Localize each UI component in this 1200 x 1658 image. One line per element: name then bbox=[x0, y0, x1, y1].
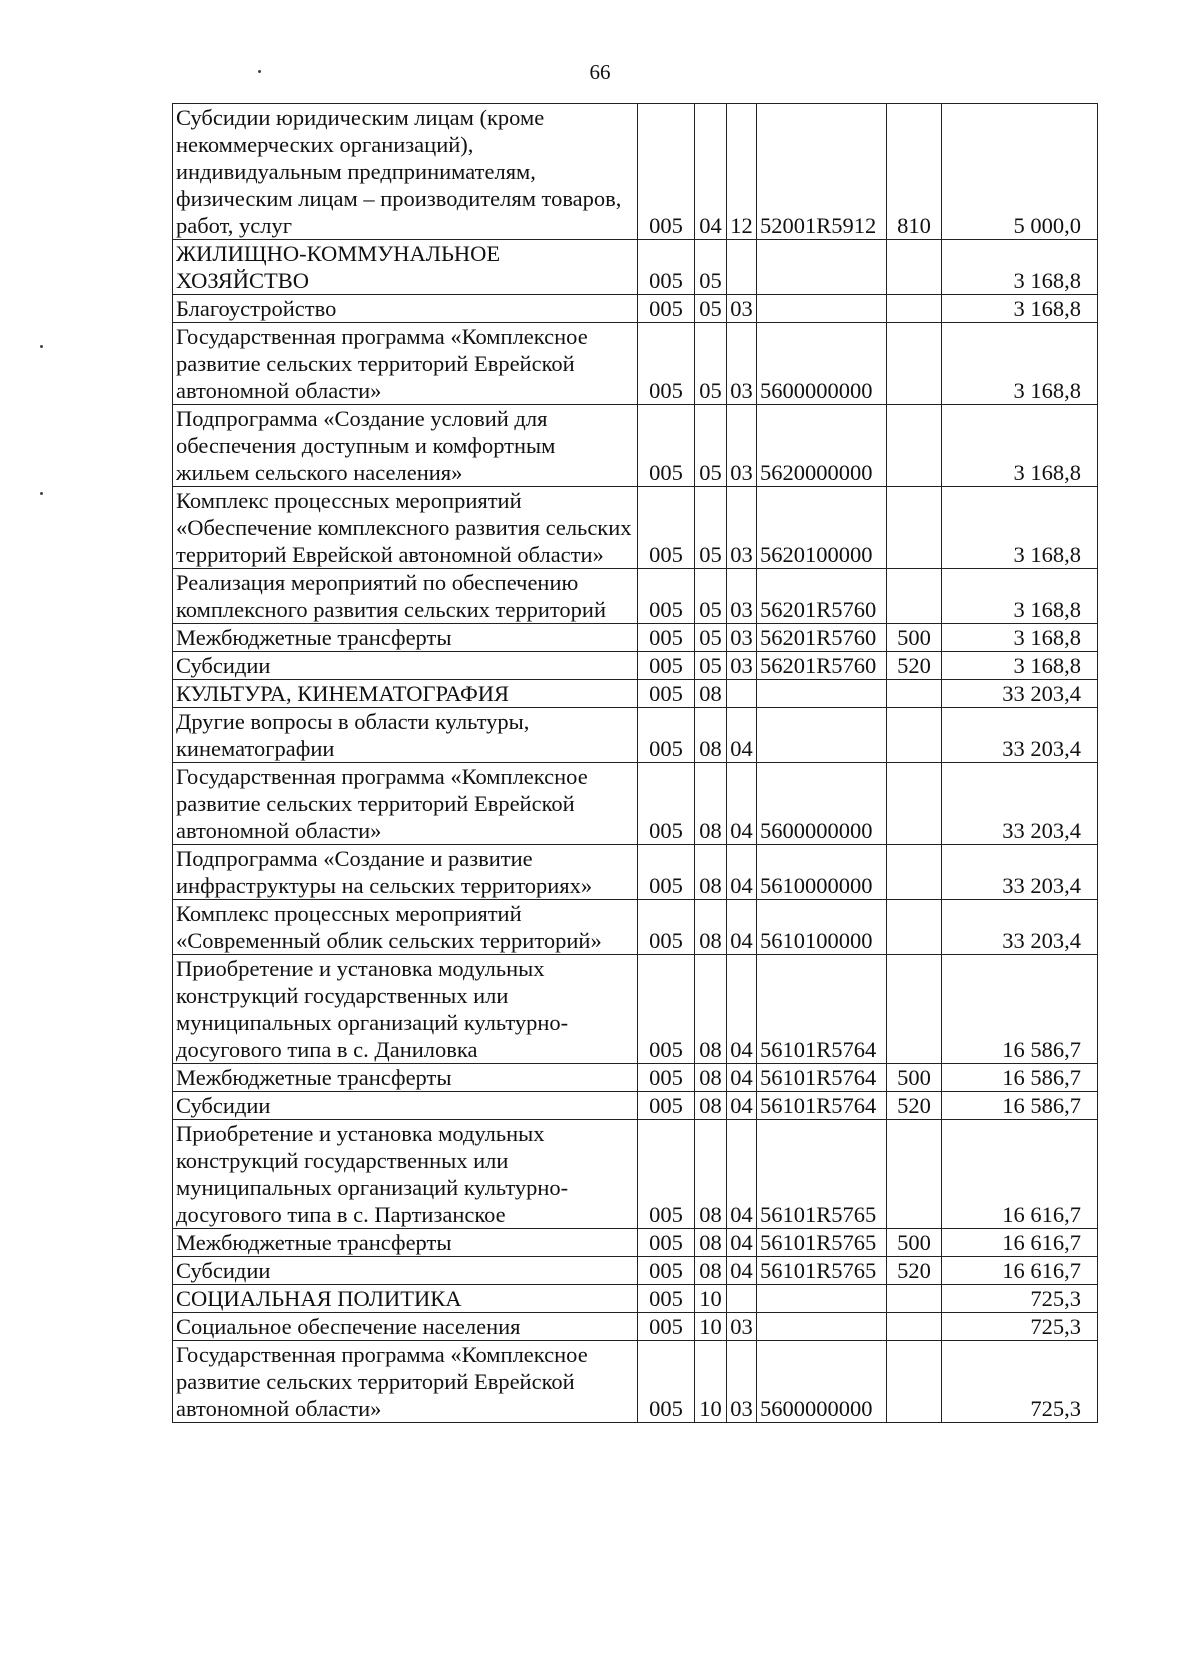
ved-code-cell: 005 bbox=[638, 652, 695, 680]
section-code-cell: 05 bbox=[695, 240, 727, 295]
subsection-code-cell: 04 bbox=[727, 900, 757, 955]
subsection-code-cell bbox=[727, 1285, 757, 1313]
expense-type-cell bbox=[887, 323, 942, 405]
section-code-cell: 05 bbox=[695, 323, 727, 405]
section-code-cell: 08 bbox=[695, 763, 727, 845]
subsection-code-cell: 04 bbox=[727, 1257, 757, 1285]
table-row bbox=[173, 487, 1098, 569]
section-code-cell: 10 bbox=[695, 1313, 727, 1341]
section-code-cell: 08 bbox=[695, 1064, 727, 1092]
section-code-cell: 08 bbox=[695, 1120, 727, 1229]
table-row bbox=[173, 405, 1098, 487]
table-row bbox=[173, 900, 1098, 955]
expense-type-cell bbox=[887, 487, 942, 569]
target-article-cell: 52001R5912 bbox=[757, 104, 887, 240]
row-name-cell: Приобретение и установка модульных конструкций государственных или муниципальных организаций культурно-досугового типа в с. Партизанское bbox=[173, 1120, 638, 1229]
target-article-cell: 56101R5765 bbox=[757, 1120, 887, 1229]
expense-type-cell bbox=[887, 845, 942, 900]
section-code-cell: 08 bbox=[695, 900, 727, 955]
target-article-cell: 56101R5765 bbox=[757, 1229, 887, 1257]
ved-code-cell: 005 bbox=[638, 680, 695, 708]
subsection-code-cell bbox=[727, 680, 757, 708]
expense-type-cell bbox=[887, 900, 942, 955]
ved-code-cell: 005 bbox=[638, 955, 695, 1064]
ved-code-cell: 005 bbox=[638, 104, 695, 240]
expense-type-cell: 810 bbox=[887, 104, 942, 240]
scan-speck bbox=[40, 345, 43, 348]
expense-type-cell: 500 bbox=[887, 1064, 942, 1092]
row-name-cell: Комплекс процессных мероприятий «Современный облик сельских территорий» bbox=[173, 900, 638, 955]
target-article-cell bbox=[757, 1285, 887, 1313]
expense-type-cell bbox=[887, 955, 942, 1064]
table-row bbox=[173, 845, 1098, 900]
target-article-cell: 5600000000 bbox=[757, 323, 887, 405]
section-code-cell: 04 bbox=[695, 104, 727, 240]
subsection-code-cell: 03 bbox=[727, 1313, 757, 1341]
row-name-cell: Приобретение и установка модульных конструкций государственных или муниципальных организаций культурно-досугового типа в с. Даниловка bbox=[173, 955, 638, 1064]
ved-code-cell: 005 bbox=[638, 845, 695, 900]
amount-cell: 33 203,4 bbox=[942, 680, 1098, 708]
target-article-cell: 5620100000 bbox=[757, 487, 887, 569]
row-name-cell: Межбюджетные трансферты bbox=[173, 1064, 638, 1092]
table-row bbox=[173, 1257, 1098, 1285]
target-article-cell: 56201R5760 bbox=[757, 652, 887, 680]
expense-type-cell bbox=[887, 405, 942, 487]
section-code-cell: 05 bbox=[695, 295, 727, 323]
table-body bbox=[173, 104, 1098, 1423]
row-name-cell: Комплекс процессных мероприятий «Обеспечение комплексного развития сельских территорий Еврейской автономной области» bbox=[173, 487, 638, 569]
target-article-cell bbox=[757, 240, 887, 295]
table-row bbox=[173, 680, 1098, 708]
section-code-cell: 08 bbox=[695, 845, 727, 900]
target-article-cell: 56101R5764 bbox=[757, 955, 887, 1064]
expense-type-cell bbox=[887, 680, 942, 708]
subsection-code-cell: 03 bbox=[727, 624, 757, 652]
row-name-cell: Межбюджетные трансферты bbox=[173, 624, 638, 652]
expense-type-cell bbox=[887, 1341, 942, 1423]
amount-cell: 3 168,8 bbox=[942, 487, 1098, 569]
subsection-code-cell: 03 bbox=[727, 323, 757, 405]
row-name-cell: Субсидии bbox=[173, 1092, 638, 1120]
table-row bbox=[173, 1120, 1098, 1229]
section-code-cell: 05 bbox=[695, 405, 727, 487]
expense-type-cell bbox=[887, 763, 942, 845]
section-code-cell: 08 bbox=[695, 708, 727, 763]
target-article-cell bbox=[757, 295, 887, 323]
ved-code-cell: 005 bbox=[638, 763, 695, 845]
amount-cell: 5 000,0 bbox=[942, 104, 1098, 240]
section-code-cell: 08 bbox=[695, 955, 727, 1064]
expense-type-cell bbox=[887, 1120, 942, 1229]
expense-type-cell bbox=[887, 708, 942, 763]
row-name-cell: Межбюджетные трансферты bbox=[173, 1229, 638, 1257]
expense-type-cell bbox=[887, 1285, 942, 1313]
table-row bbox=[173, 708, 1098, 763]
amount-cell: 33 203,4 bbox=[942, 763, 1098, 845]
amount-cell: 16 586,7 bbox=[942, 1064, 1098, 1092]
scan-speck bbox=[258, 70, 261, 73]
row-name-cell: ЖИЛИЩНО-КОММУНАЛЬНОЕ ХОЗЯЙСТВО bbox=[173, 240, 638, 295]
row-name-cell: Субсидии bbox=[173, 1257, 638, 1285]
amount-cell: 725,3 bbox=[942, 1313, 1098, 1341]
amount-cell: 33 203,4 bbox=[942, 900, 1098, 955]
section-code-cell: 05 bbox=[695, 487, 727, 569]
table-row bbox=[173, 652, 1098, 680]
table-row bbox=[173, 240, 1098, 295]
target-article-cell bbox=[757, 1313, 887, 1341]
row-name-cell: Социальное обеспечение населения bbox=[173, 1313, 638, 1341]
subsection-code-cell: 04 bbox=[727, 1064, 757, 1092]
table-row bbox=[173, 104, 1098, 240]
amount-cell: 3 168,8 bbox=[942, 240, 1098, 295]
subsection-code-cell: 04 bbox=[727, 763, 757, 845]
page-number: 66 bbox=[589, 60, 611, 84]
table-row bbox=[173, 1064, 1098, 1092]
target-article-cell: 5620000000 bbox=[757, 405, 887, 487]
subsection-code-cell: 03 bbox=[727, 1341, 757, 1423]
row-name-cell: СОЦИАЛЬНАЯ ПОЛИТИКА bbox=[173, 1285, 638, 1313]
ved-code-cell: 005 bbox=[638, 569, 695, 624]
expense-type-cell bbox=[887, 295, 942, 323]
row-name-cell: Субсидии bbox=[173, 652, 638, 680]
expense-type-cell: 500 bbox=[887, 1229, 942, 1257]
amount-cell: 725,3 bbox=[942, 1341, 1098, 1423]
ved-code-cell: 005 bbox=[638, 1229, 695, 1257]
target-article-cell bbox=[757, 680, 887, 708]
subsection-code-cell: 04 bbox=[727, 1092, 757, 1120]
target-article-cell: 5610000000 bbox=[757, 845, 887, 900]
ved-code-cell: 005 bbox=[638, 323, 695, 405]
row-name-cell: Субсидии юридическим лицам (кроме некоммерческих организаций), индивидуальным предпринимателям, физическим лицам – производителям товаров, работ, услуг bbox=[173, 104, 638, 240]
ved-code-cell: 005 bbox=[638, 1341, 695, 1423]
amount-cell: 3 168,8 bbox=[942, 652, 1098, 680]
amount-cell: 16 616,7 bbox=[942, 1229, 1098, 1257]
subsection-code-cell: 04 bbox=[727, 845, 757, 900]
table-row bbox=[173, 1313, 1098, 1341]
subsection-code-cell bbox=[727, 240, 757, 295]
section-code-cell: 05 bbox=[695, 569, 727, 624]
expense-type-cell bbox=[887, 1313, 942, 1341]
table-row bbox=[173, 1092, 1098, 1120]
table-row bbox=[173, 955, 1098, 1064]
expense-type-cell bbox=[887, 569, 942, 624]
row-name-cell: Государственная программа «Комплексное развитие сельских территорий Еврейской автономной области» bbox=[173, 1341, 638, 1423]
table-row bbox=[173, 624, 1098, 652]
target-article-cell: 56101R5764 bbox=[757, 1064, 887, 1092]
row-name-cell: Другие вопросы в области культуры, кинематографии bbox=[173, 708, 638, 763]
amount-cell: 3 168,8 bbox=[942, 624, 1098, 652]
section-code-cell: 05 bbox=[695, 652, 727, 680]
ved-code-cell: 005 bbox=[638, 1257, 695, 1285]
target-article-cell: 5600000000 bbox=[757, 763, 887, 845]
ved-code-cell: 005 bbox=[638, 900, 695, 955]
subsection-code-cell: 03 bbox=[727, 405, 757, 487]
subsection-code-cell: 04 bbox=[727, 1229, 757, 1257]
amount-cell: 3 168,8 bbox=[942, 405, 1098, 487]
section-code-cell: 08 bbox=[695, 680, 727, 708]
ved-code-cell: 005 bbox=[638, 1313, 695, 1341]
amount-cell: 16 616,7 bbox=[942, 1120, 1098, 1229]
section-code-cell: 10 bbox=[695, 1285, 727, 1313]
ved-code-cell: 005 bbox=[638, 1285, 695, 1313]
amount-cell: 3 168,8 bbox=[942, 295, 1098, 323]
amount-cell: 725,3 bbox=[942, 1285, 1098, 1313]
table-row bbox=[173, 1341, 1098, 1423]
target-article-cell: 56101R5765 bbox=[757, 1257, 887, 1285]
section-code-cell: 08 bbox=[695, 1257, 727, 1285]
table-row bbox=[173, 763, 1098, 845]
table-row bbox=[173, 569, 1098, 624]
subsection-code-cell: 03 bbox=[727, 487, 757, 569]
expense-type-cell: 520 bbox=[887, 1257, 942, 1285]
target-article-cell: 56201R5760 bbox=[757, 569, 887, 624]
target-article-cell: 5600000000 bbox=[757, 1341, 887, 1423]
expense-type-cell: 520 bbox=[887, 652, 942, 680]
target-article-cell bbox=[757, 708, 887, 763]
row-name-cell: Государственная программа «Комплексное развитие сельских территорий Еврейской автономной области» bbox=[173, 763, 638, 845]
budget-table bbox=[172, 103, 1098, 1423]
section-code-cell: 08 bbox=[695, 1092, 727, 1120]
subsection-code-cell: 04 bbox=[727, 708, 757, 763]
row-name-cell: Подпрограмма «Создание и развитие инфраструктуры на сельских территориях» bbox=[173, 845, 638, 900]
row-name-cell: Подпрограмма «Создание условий для обеспечения доступным и комфортным жильем сельского населения» bbox=[173, 405, 638, 487]
amount-cell: 33 203,4 bbox=[942, 708, 1098, 763]
expense-type-cell bbox=[887, 240, 942, 295]
subsection-code-cell: 04 bbox=[727, 955, 757, 1064]
target-article-cell: 56201R5760 bbox=[757, 624, 887, 652]
ved-code-cell: 005 bbox=[638, 1064, 695, 1092]
subsection-code-cell: 03 bbox=[727, 569, 757, 624]
ved-code-cell: 005 bbox=[638, 624, 695, 652]
ved-code-cell: 005 bbox=[638, 1120, 695, 1229]
amount-cell: 3 168,8 bbox=[942, 569, 1098, 624]
row-name-cell: Реализация мероприятий по обеспечению комплексного развития сельских территорий bbox=[173, 569, 638, 624]
expense-type-cell: 520 bbox=[887, 1092, 942, 1120]
amount-cell: 3 168,8 bbox=[942, 323, 1098, 405]
section-code-cell: 10 bbox=[695, 1341, 727, 1423]
ved-code-cell: 005 bbox=[638, 295, 695, 323]
row-name-cell: Государственная программа «Комплексное развитие сельских территорий Еврейской автономной области» bbox=[173, 323, 638, 405]
ved-code-cell: 005 bbox=[638, 1092, 695, 1120]
target-article-cell: 56101R5764 bbox=[757, 1092, 887, 1120]
ved-code-cell: 005 bbox=[638, 240, 695, 295]
table-row bbox=[173, 295, 1098, 323]
table-row bbox=[173, 1229, 1098, 1257]
amount-cell: 16 616,7 bbox=[942, 1257, 1098, 1285]
ved-code-cell: 005 bbox=[638, 405, 695, 487]
subsection-code-cell: 04 bbox=[727, 1120, 757, 1229]
row-name-cell: Благоустройство bbox=[173, 295, 638, 323]
section-code-cell: 05 bbox=[695, 624, 727, 652]
amount-cell: 16 586,7 bbox=[942, 955, 1098, 1064]
subsection-code-cell: 12 bbox=[727, 104, 757, 240]
table-row bbox=[173, 1285, 1098, 1313]
target-article-cell: 5610100000 bbox=[757, 900, 887, 955]
ved-code-cell: 005 bbox=[638, 708, 695, 763]
subsection-code-cell: 03 bbox=[727, 652, 757, 680]
expense-type-cell: 500 bbox=[887, 624, 942, 652]
amount-cell: 33 203,4 bbox=[942, 845, 1098, 900]
table-row bbox=[173, 323, 1098, 405]
ved-code-cell: 005 bbox=[638, 487, 695, 569]
subsection-code-cell: 03 bbox=[727, 295, 757, 323]
section-code-cell: 08 bbox=[695, 1229, 727, 1257]
row-name-cell: КУЛЬТУРА, КИНЕМАТОГРАФИЯ bbox=[173, 680, 638, 708]
amount-cell: 16 586,7 bbox=[942, 1092, 1098, 1120]
scan-speck bbox=[40, 492, 43, 495]
